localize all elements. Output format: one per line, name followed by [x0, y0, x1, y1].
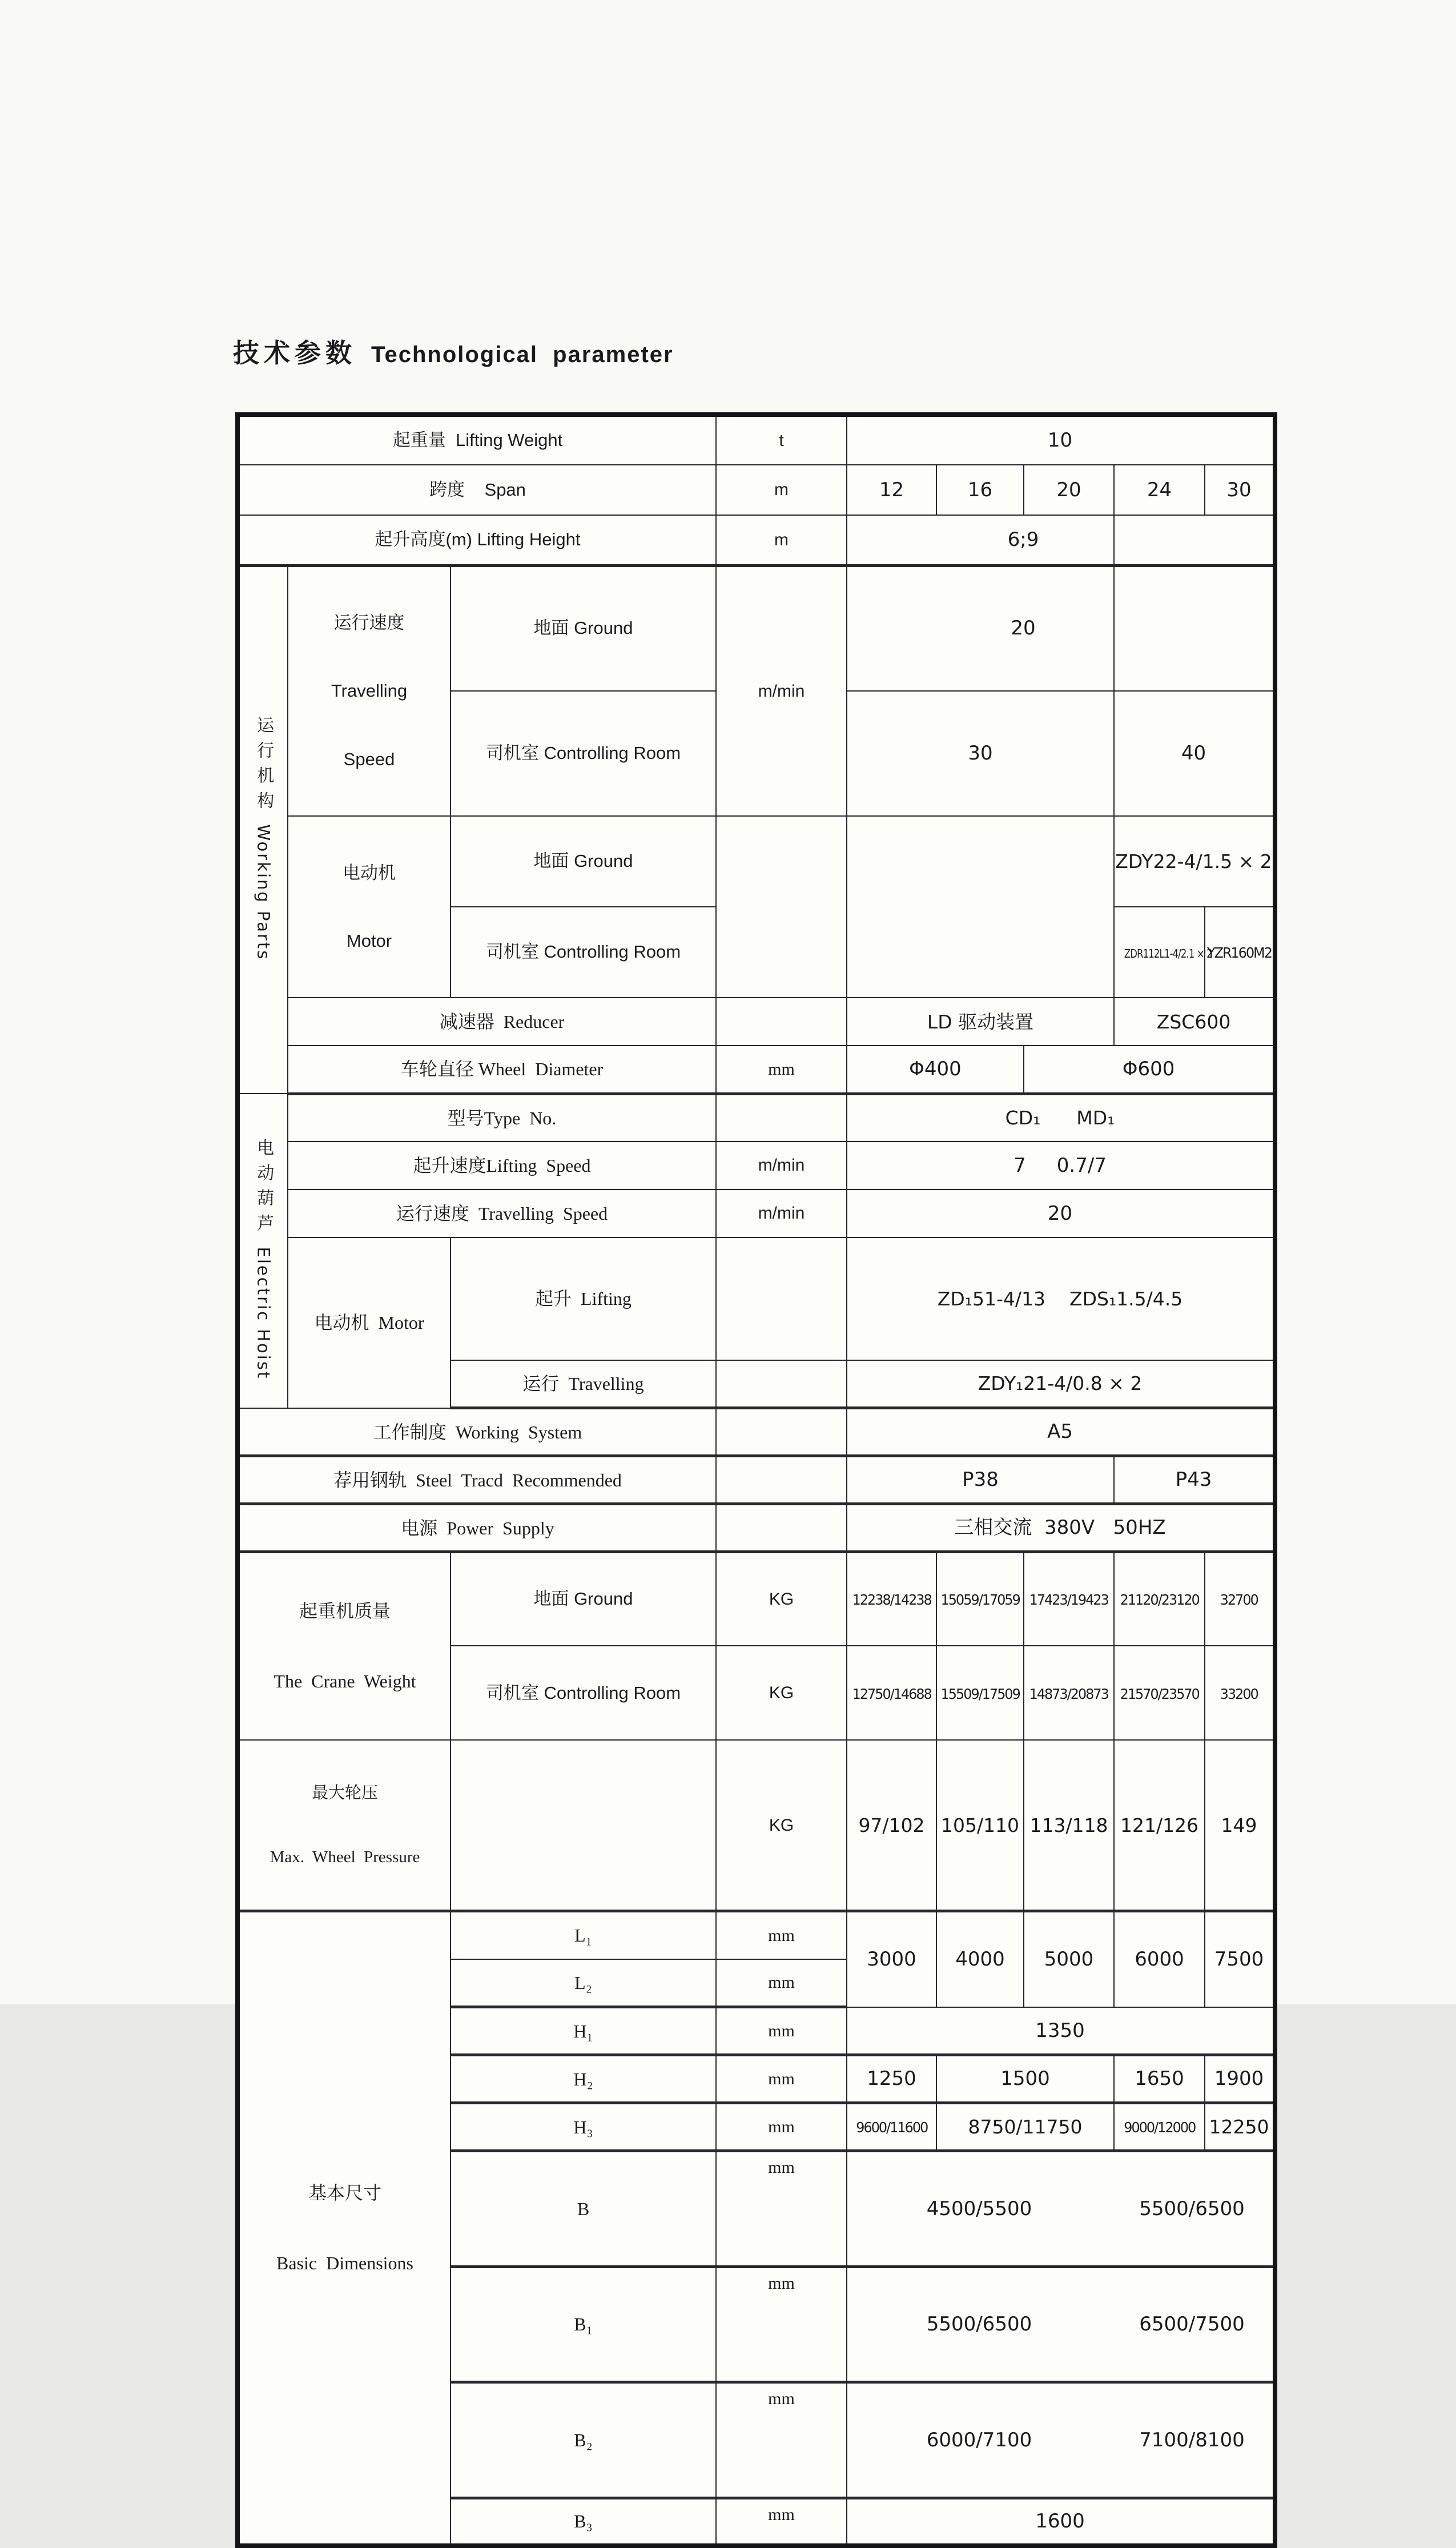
dim-b2-label: B₂ — [451, 2382, 716, 2498]
motor-controlling-value-2: YZR160M2 — [1206, 945, 1272, 962]
row-lifting-weight — [238, 415, 1275, 465]
dim-l-v4: 6000 — [1114, 1911, 1205, 2007]
dim-l2-unit: mm — [716, 1959, 847, 2007]
dim-h2-v4: 1900 — [1205, 2055, 1275, 2103]
crane-weight-controlling-v2: 15509/17509 — [940, 1685, 1020, 1702]
lifting-height-value: 6;9 — [847, 515, 1114, 565]
travel-speed-controlling-right: 40 — [1114, 691, 1275, 817]
crane-weight-ground-v2-cell — [936, 1552, 1024, 1646]
group-working-parts — [238, 565, 288, 1094]
span-value-30: 30 — [1205, 465, 1275, 515]
row-span — [238, 465, 1275, 515]
dim-h2-unit: mm — [716, 2055, 847, 2103]
crane-weight-controlling-unit: KG — [716, 1646, 847, 1740]
empty-cell — [1114, 565, 1275, 691]
span-value-12: 12 — [847, 465, 936, 515]
row-type-no — [238, 1094, 1275, 1142]
wheel-diameter-400: Φ400 — [847, 1046, 1024, 1094]
empty-cell — [451, 1740, 716, 1911]
dim-l-v3: 5000 — [1024, 1911, 1114, 2007]
motor-controlling-value-2-cell — [1205, 907, 1275, 998]
span-label: 跨度 Span — [238, 465, 716, 515]
max-wheel-pressure-v1: 97/102 — [847, 1740, 936, 1911]
dim-l1-label: L₁ — [451, 1911, 716, 1959]
dim-h1-value: 1350 — [847, 2007, 1275, 2055]
span-unit: m — [716, 465, 847, 515]
dim-b-unit: mm — [716, 2151, 847, 2267]
hoist-lifting-speed-value: 7 0.7/7 — [847, 1142, 1275, 1189]
dim-b3-value: 1600 — [847, 2498, 1275, 2546]
span-value-24: 24 — [1114, 465, 1205, 515]
power-supply-label: 电源 Power Supply — [238, 1504, 716, 1552]
row-lifting-height — [238, 515, 1275, 565]
hoist-motor-travelling-value: ZDY₁21-4/0.8 × 2 — [847, 1360, 1275, 1408]
dim-b1-values-cell — [847, 2266, 1275, 2382]
dim-b-left: 4500/5500 — [926, 2197, 1032, 2220]
hoist-motor-label: 电动机 Motor — [288, 1237, 451, 1408]
crane-weight-ground-v1-cell — [847, 1552, 936, 1646]
crane-weight-ground-v4-cell — [1114, 1552, 1205, 1646]
motor-controlling-label: 司机室 Controlling Room — [451, 907, 716, 998]
empty-unit-cell — [716, 1504, 847, 1552]
crane-weight-ground-v5-cell — [1205, 1552, 1275, 1646]
reducer-label: 减速器 Reducer — [288, 998, 716, 1046]
dim-b1-values — [847, 2312, 1273, 2337]
crane-weight-controlling-v3: 14873/20873 — [1029, 1685, 1109, 1702]
dim-b1-left: 5500/6500 — [926, 2313, 1032, 2336]
row-power-supply — [238, 1504, 1275, 1552]
empty-unit-cell — [716, 1360, 847, 1408]
dim-b2-values — [847, 2428, 1273, 2453]
wheel-diameter-label: 车轮直径 Wheel Diameter — [288, 1046, 716, 1094]
dim-l2-label: L₂ — [451, 1959, 716, 2007]
page-title-chinese: 技术参数 — [233, 337, 356, 368]
reducer-value-left: LD 驱动装置 — [847, 998, 1114, 1046]
crane-weight-ground-v4: 21120/23120 — [1120, 1592, 1199, 1609]
max-wheel-pressure-label — [238, 1740, 451, 1911]
max-wheel-pressure-v5: 149 — [1205, 1740, 1275, 1911]
type-no-label: 型号Type No. — [288, 1094, 716, 1142]
dim-l-v1: 3000 — [847, 1911, 936, 2007]
empty-unit-cell — [716, 1094, 847, 1142]
dim-h3-v4: 12250 — [1205, 2103, 1275, 2151]
type-no-value: CD₁ MD₁ — [847, 1094, 1275, 1142]
dim-h3-v3: 9000/12000 — [1123, 2119, 1195, 2136]
max-wheel-pressure-v4: 121/126 — [1114, 1740, 1205, 1911]
empty-unit-cell — [716, 1456, 847, 1504]
motor-ground-value: ZDY22-4/1.5 × 2 — [1114, 816, 1275, 907]
travel-speed-ground-value: 20 — [847, 565, 1114, 691]
motor-label-en: Motor — [346, 930, 392, 951]
page-title — [233, 332, 674, 370]
working-parts-en: Working Parts — [254, 824, 273, 961]
crane-weight-controlling-v5: 33200 — [1220, 1685, 1258, 1702]
reducer-value-right: ZSC600 — [1114, 998, 1275, 1046]
crane-weight-controlling-label: 司机室 Controlling Room — [451, 1646, 716, 1740]
travel-speed-unit: m/min — [716, 565, 847, 816]
travel-speed-ground-label: 地面 Ground — [451, 565, 716, 691]
dim-b2-left: 6000/7100 — [926, 2428, 1032, 2451]
dim-h2-v3: 1650 — [1114, 2055, 1205, 2103]
row-wheel-diameter — [238, 1046, 1275, 1094]
dim-h1-unit: mm — [716, 2007, 847, 2055]
travelling-speed-label-en2: Speed — [343, 749, 395, 769]
crane-weight-ground-v1: 12238/14238 — [852, 1592, 931, 1609]
working-system-value: A5 — [847, 1408, 1275, 1456]
empty-unit-cell — [716, 998, 847, 1046]
lifting-height-unit: m — [716, 515, 847, 565]
dim-b3-unit: mm — [716, 2498, 847, 2546]
crane-weight-controlling-v1: 12750/14688 — [852, 1685, 931, 1702]
lifting-height-label: 起升高度(m) Lifting Height — [238, 515, 716, 565]
electric-hoist-en: Electric Hoist — [254, 1247, 273, 1380]
crane-weight-ground-v3-cell — [1024, 1552, 1114, 1646]
hoist-lifting-speed-unit: m/min — [716, 1142, 847, 1189]
crane-weight-ground-label: 地面 Ground — [451, 1552, 716, 1646]
hoist-lifting-speed-label: 起升速度Lifting Speed — [288, 1142, 716, 1189]
hoist-travelling-speed-unit: m/min — [716, 1189, 847, 1237]
crane-weight-ground-unit: KG — [716, 1552, 847, 1646]
crane-weight-controlling-v3-cell — [1024, 1646, 1114, 1740]
hoist-motor-travelling-label: 运行 Travelling — [451, 1360, 716, 1408]
crane-weight-label-en: The Crane Weight — [273, 1671, 416, 1692]
dim-l-v2: 4000 — [936, 1911, 1024, 2007]
dim-b-right: 5500/6500 — [1139, 2197, 1245, 2220]
dim-h2-v2: 1500 — [936, 2055, 1114, 2103]
row-motor-ground — [238, 816, 1275, 907]
row-hoist-lifting-speed — [238, 1142, 1275, 1189]
group-electric-hoist — [238, 1094, 288, 1408]
row-crane-weight-ground — [238, 1552, 1275, 1646]
steel-track-p43: P43 — [1114, 1456, 1275, 1504]
working-parts-vertical-label — [253, 716, 275, 960]
crane-weight-controlling-v4-cell — [1114, 1646, 1205, 1740]
crane-weight-ground-v3: 17423/19423 — [1029, 1592, 1109, 1609]
dim-b2-values-cell — [847, 2382, 1275, 2498]
row-hoist-travelling-speed — [238, 1189, 1275, 1237]
working-system-label: 工作制度 Working System — [238, 1408, 716, 1456]
dim-l1-unit: mm — [716, 1911, 847, 1959]
motor-label — [288, 816, 451, 998]
crane-weight-controlling-v2-cell — [936, 1646, 1024, 1740]
wheel-diameter-600: Φ600 — [1024, 1046, 1275, 1094]
empty-cell — [1114, 515, 1275, 565]
steel-track-p38: P38 — [847, 1456, 1114, 1504]
crane-weight-controlling-v4: 21570/23570 — [1120, 1685, 1199, 1702]
empty-unit-cell — [716, 816, 847, 998]
row-travel-speed-ground — [238, 565, 1275, 691]
steel-track-label: 荐用钢轨 Steel Tracd Recommended — [238, 1456, 716, 1504]
crane-weight-label — [238, 1552, 451, 1741]
working-parts-zh: 运行机构 — [254, 716, 274, 817]
crane-weight-controlling-v1-cell — [847, 1646, 936, 1740]
lifting-weight-label: 起重量 Lifting Weight — [238, 415, 716, 465]
basic-dimensions-label-zh: 基本尺寸 — [308, 2182, 381, 2203]
row-dim-l1 — [238, 1911, 1275, 1959]
dim-b-values — [847, 2197, 1273, 2221]
wheel-diameter-unit: mm — [716, 1046, 847, 1094]
dim-b1-right: 6500/7500 — [1139, 2313, 1245, 2336]
travel-speed-controlling-label: 司机室 Controlling Room — [451, 691, 716, 817]
dim-b2-right: 7100/8100 — [1139, 2428, 1245, 2451]
motor-controlling-value-1: ZDR112L1-4/2.1 × 2 — [1124, 947, 1212, 961]
max-wheel-pressure-v2: 105/110 — [936, 1740, 1024, 1911]
electric-hoist-zh: 电动葫芦 — [254, 1138, 274, 1239]
crane-weight-label-zh: 起重机质量 — [299, 1601, 391, 1622]
travel-speed-controlling-left: 30 — [847, 691, 1114, 817]
max-wheel-pressure-label-zh: 最大轮压 — [311, 1783, 378, 1802]
travelling-speed-label — [288, 565, 451, 816]
empty-unit-cell — [716, 1408, 847, 1456]
hoist-travelling-speed-label: 运行速度 Travelling Speed — [288, 1189, 716, 1237]
dim-l-v5: 7500 — [1205, 1911, 1275, 2007]
empty-unit-cell — [716, 1237, 847, 1360]
max-wheel-pressure-unit: KG — [716, 1740, 847, 1911]
dim-h2-v1: 1250 — [847, 2055, 936, 2103]
electric-hoist-vertical-label — [253, 1139, 275, 1380]
power-supply-value: 三相交流 380V 50HZ — [847, 1504, 1275, 1552]
dim-b2-unit: mm — [716, 2382, 847, 2498]
hoist-motor-lifting-value: ZD₁51-4/13 ZDS₁1.5/4.5 — [847, 1237, 1275, 1360]
page-title-english: Technological parameter — [371, 342, 674, 367]
dim-h3-label: H₃ — [451, 2103, 716, 2151]
lifting-weight-unit: t — [716, 415, 847, 465]
row-reducer — [238, 998, 1275, 1046]
row-hoist-motor-lifting — [238, 1237, 1275, 1360]
motor-controlling-value-1-cell — [1114, 907, 1212, 998]
technological-parameter-table — [235, 412, 1277, 2548]
hoist-travelling-speed-value: 20 — [847, 1189, 1275, 1237]
dim-b-label: B — [451, 2151, 716, 2267]
row-working-system — [238, 1408, 1275, 1456]
crane-weight-ground-v2: 15059/17059 — [940, 1592, 1020, 1609]
row-steel-track — [238, 1456, 1275, 1504]
dim-h3-v1-cell — [847, 2103, 936, 2151]
max-wheel-pressure-label-en: Max. Wheel Pressure — [270, 1847, 420, 1866]
row-max-wheel-pressure — [238, 1740, 1275, 1911]
basic-dimensions-label-en: Basic Dimensions — [276, 2252, 413, 2273]
dim-b1-unit: mm — [716, 2266, 847, 2382]
dim-h3-v2: 8750/11750 — [936, 2103, 1114, 2151]
dim-b3-label: B₃ — [451, 2498, 716, 2546]
crane-weight-ground-v5: 32700 — [1220, 1592, 1258, 1609]
motor-ground-label: 地面 Ground — [451, 816, 716, 907]
dim-h2-label: H₂ — [451, 2055, 716, 2103]
crane-weight-controlling-v5-cell — [1205, 1646, 1275, 1740]
dim-b1-label: B₁ — [451, 2266, 716, 2382]
dim-h1-label: H₁ — [451, 2007, 716, 2055]
lifting-weight-value: 10 — [847, 415, 1275, 465]
motor-label-zh: 电动机 — [343, 862, 396, 883]
basic-dimensions-label — [238, 1911, 451, 2546]
dim-h3-unit: mm — [716, 2103, 847, 2151]
travelling-speed-label-en1: Travelling — [331, 681, 408, 701]
dim-h3-v3-cell — [1114, 2103, 1205, 2151]
span-value-16: 16 — [936, 465, 1024, 515]
hoist-motor-lifting-label: 起升 Lifting — [451, 1237, 716, 1360]
dim-b-values-cell — [847, 2151, 1275, 2267]
dim-h3-v1: 9600/11600 — [855, 2119, 927, 2136]
travelling-speed-label-zh: 运行速度 — [333, 613, 405, 633]
max-wheel-pressure-v3: 113/118 — [1024, 1740, 1114, 1911]
empty-cell — [847, 816, 1114, 998]
span-value-20: 20 — [1024, 465, 1114, 515]
